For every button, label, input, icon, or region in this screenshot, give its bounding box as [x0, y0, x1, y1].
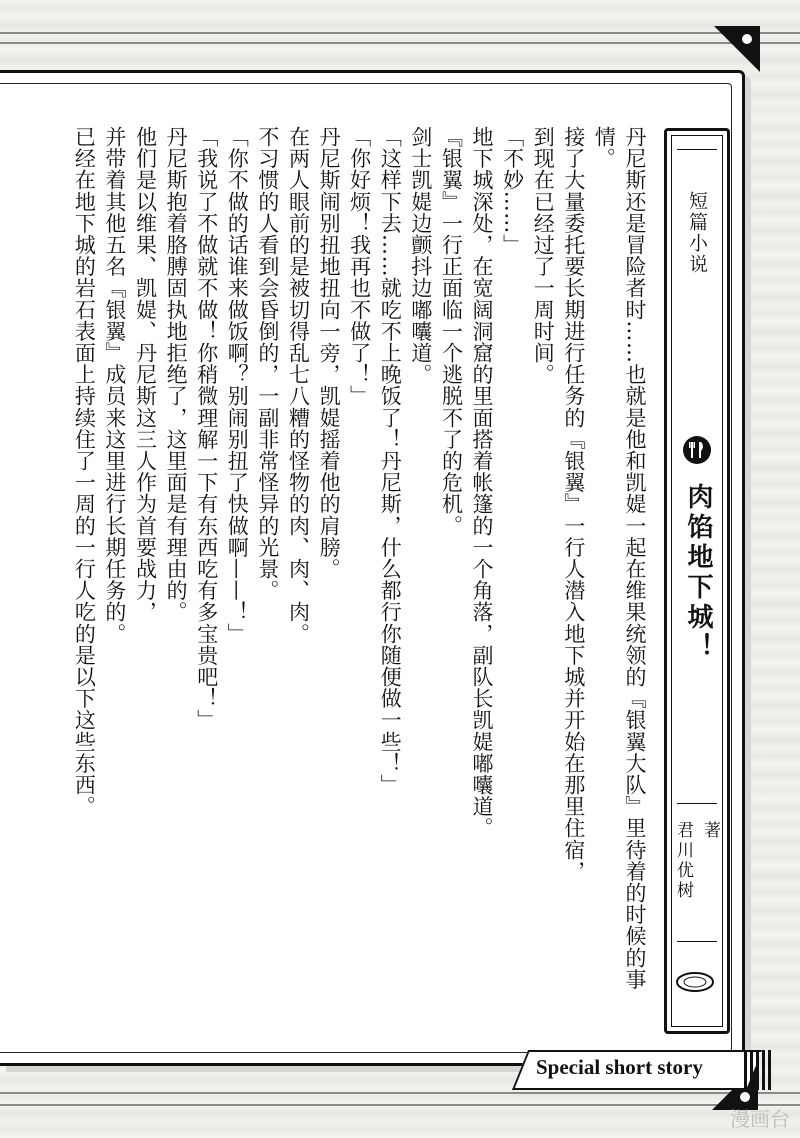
paragraph: 「这样下去……就吃不上晚饭了！丹尼斯，什么都行你随便做一些！」	[378, 126, 403, 796]
story-title: 肉馅地下城！	[683, 483, 713, 663]
story-body	[40, 126, 650, 1006]
tab-stripes	[744, 1050, 774, 1090]
author-name: 君川优树	[673, 821, 693, 901]
watermark: 漫画台	[730, 1107, 790, 1131]
paragraph: 地下城深处，在宽阔洞窟的里面搭着帐篷的一个角落，副队长凯媞嘟囔道。	[470, 126, 495, 839]
paragraph: 并带着其他五名『银翼』成员来这里进行长期任务的。	[102, 126, 127, 645]
title-column	[664, 128, 730, 1034]
plank-divider	[0, 1092, 800, 1094]
paragraph: 不习惯的人看到会昏倒的，一副非常怪异的光景。	[255, 126, 280, 602]
paragraph: 他们是以维果、凯媞、丹尼斯这三人作为首要战力，	[133, 126, 158, 623]
divider	[677, 149, 717, 150]
paragraph: 已经在地下城的岩石表面上持续住了一周的一行人吃的是以下这些东西。	[72, 126, 97, 818]
paragraph: 「你好烦！我再也不做了！」	[347, 126, 372, 407]
author-prefix: 著	[700, 821, 720, 841]
divider	[677, 941, 717, 942]
paragraph: 「不妙……」	[500, 126, 525, 256]
paragraph: 丹尼斯还是冒险者时……也就是他和凯媞一起在维果统领的『银翼大队』里待着的时候的事情。	[592, 126, 647, 990]
paragraph: 丹尼斯抱着胳膊固执地拒绝了，这里面是有理由的。	[164, 126, 189, 623]
special-story-label: Special short story	[536, 1055, 703, 1079]
author-block	[675, 821, 719, 931]
plank-divider	[0, 1104, 800, 1106]
fork-knife-icon	[682, 435, 712, 465]
plate-icon	[675, 971, 715, 993]
paragraph: 剑士凯媞边颤抖边嘟囔道。	[408, 126, 433, 386]
series-label: 短篇小说	[686, 191, 708, 275]
plank-divider	[0, 42, 800, 44]
paragraph: 『银翼』一行正面临一个逃脱不了的危机。	[439, 126, 464, 537]
paragraph: 接了大量委托要长期进行任务的『银翼』一行人潜入地下城并开始在那里住宿，	[561, 126, 586, 882]
paragraph: 在两人眼前的是被切得乱七八糟的怪物的肉、肉、肉。	[286, 126, 311, 645]
divider	[677, 803, 717, 804]
paragraph: 到现在已经过了一周时间。	[531, 126, 556, 386]
paragraph: 「我说了不做就不做！你稍微理解一下有东西吃有多宝贵吧！」	[194, 126, 219, 731]
plank-divider	[0, 32, 800, 34]
paragraph: 「你不做的话谁来做饭啊？别闹别扭了快做啊——！」	[225, 126, 250, 645]
paragraph: 丹尼斯闹别扭地扭向一旁，凯媞摇着他的肩膀。	[317, 126, 342, 580]
